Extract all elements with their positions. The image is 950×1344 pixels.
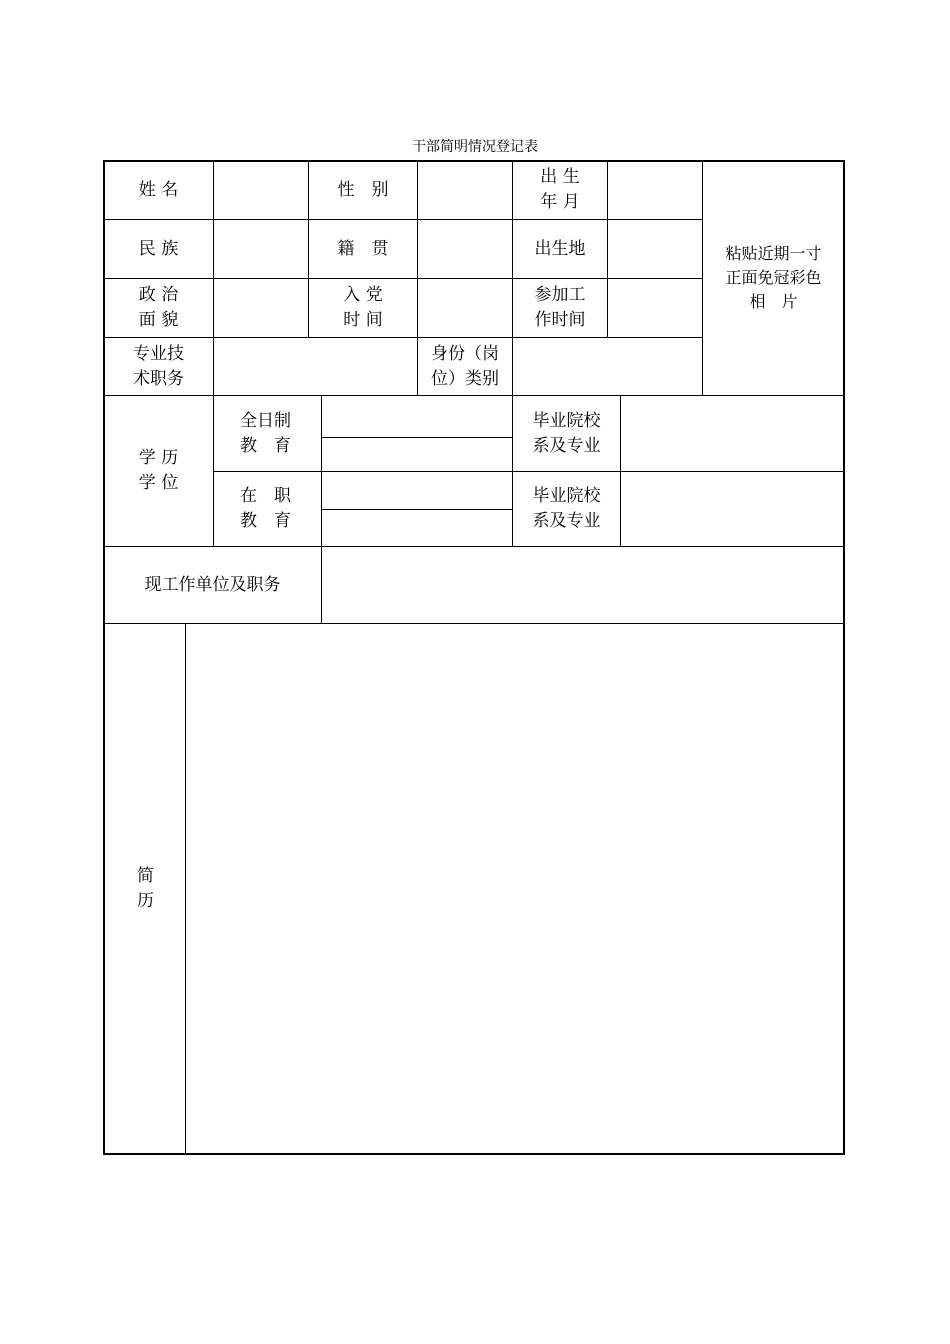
political-status-label: 政 治 面 貌	[138, 285, 179, 330]
current-job-label: 现工作单位及职务	[144, 574, 281, 595]
identity-type-label: 身份（岗 位）类别	[431, 343, 499, 389]
work-start-date-label: 参加工 作时间	[534, 285, 586, 330]
birth-date-field[interactable]	[608, 161, 702, 219]
parttime-diploma-field[interactable]	[322, 510, 512, 546]
parttime-degree-field[interactable]	[322, 472, 512, 509]
parttime-education-label: 在 职 教 育	[240, 486, 291, 531]
political-status-field[interactable]	[214, 279, 308, 337]
native-place-label: 籍 贯	[337, 238, 389, 259]
birthplace-label: 出生地	[534, 238, 586, 259]
fulltime-school-label: 毕业院校 系及专业	[532, 410, 601, 456]
fulltime-education-label: 全日制 教 育	[240, 410, 291, 456]
resume-field[interactable]	[186, 624, 844, 1154]
parttime-school-label: 毕业院校 系及专业	[532, 486, 601, 531]
current-job-field[interactable]	[322, 547, 844, 623]
ethnicity-label: 民 族	[138, 238, 179, 259]
education-degree-label: 学 历 学 位	[138, 448, 179, 493]
work-start-date-field[interactable]	[608, 279, 702, 337]
gender-label: 性 别	[337, 179, 389, 200]
tech-title-label: 专业技 术职务	[133, 343, 184, 389]
name-field[interactable]	[214, 161, 308, 219]
parttime-school-field[interactable]	[621, 472, 844, 546]
fulltime-school-field[interactable]	[621, 396, 844, 471]
party-join-date-field[interactable]	[418, 279, 512, 337]
tech-title-field[interactable]	[214, 338, 417, 395]
birth-date-label: 出 生 年 月	[540, 167, 580, 212]
party-join-date-label: 入 党 时 间	[343, 285, 383, 330]
birthplace-field[interactable]	[608, 220, 702, 278]
gender-field[interactable]	[418, 161, 512, 219]
ethnicity-field[interactable]	[214, 220, 308, 278]
form-title: 干部简明情况登记表	[412, 139, 538, 155]
photo-placeholder[interactable]: 粘贴近期一寸 正面免冠彩色 相 片	[725, 244, 822, 311]
identity-type-field[interactable]	[513, 338, 702, 395]
resume-label: 简 历	[137, 866, 154, 911]
native-place-field[interactable]	[418, 220, 512, 278]
name-label: 姓 名	[138, 179, 179, 200]
fulltime-degree-field[interactable]	[322, 396, 512, 437]
fulltime-diploma-field[interactable]	[322, 438, 512, 471]
